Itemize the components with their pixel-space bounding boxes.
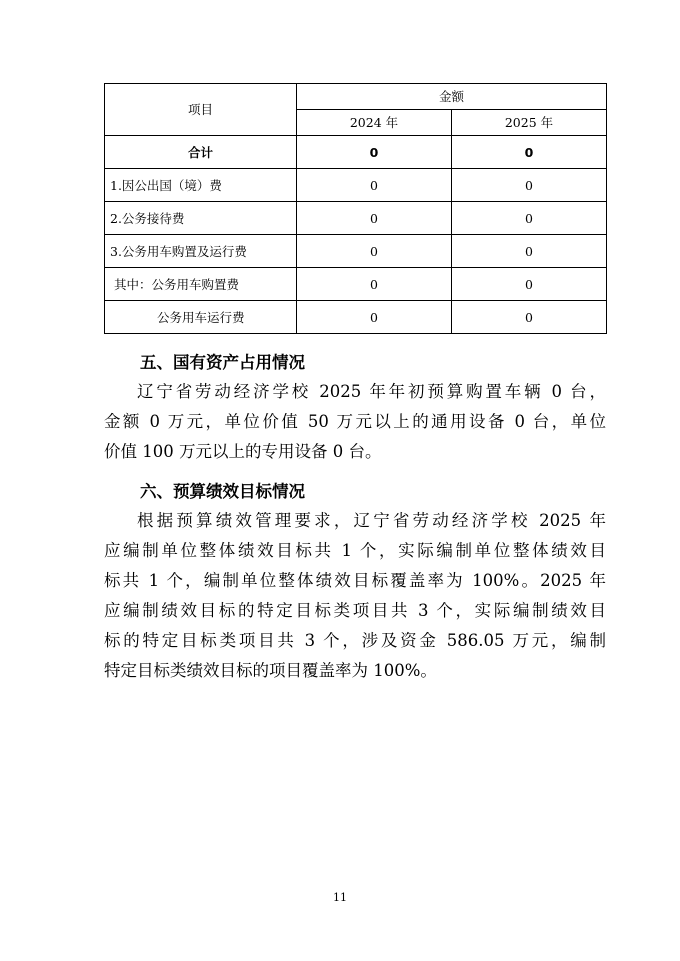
table-row bbox=[105, 202, 607, 235]
row-value-2025: 0 bbox=[452, 169, 607, 202]
row-label: 1.因公出国（境）费 bbox=[105, 169, 297, 202]
row-value-2024: 0 bbox=[297, 136, 452, 169]
section5-paragraph bbox=[104, 377, 606, 467]
header-year-2025: 2025 年 bbox=[452, 110, 607, 136]
table-row bbox=[105, 301, 607, 334]
row-value-2025: 0 bbox=[452, 235, 607, 268]
row-value-2024: 0 bbox=[297, 301, 452, 334]
section6-paragraph bbox=[104, 506, 606, 686]
header-amount: 金额 bbox=[297, 84, 607, 110]
paragraph-line: 价值 100 万元以上的专用设备 0 台。 bbox=[104, 442, 382, 461]
paragraph-line: 应编制单位整体绩效目标共 1 个，实际编制单位整体绩效目 bbox=[104, 541, 606, 560]
paragraph-line: 根据预算绩效管理要求，辽宁省劳动经济学校 2025 年 bbox=[137, 511, 606, 530]
row-value-2025: 0 bbox=[452, 268, 607, 301]
row-value-2024: 0 bbox=[297, 268, 452, 301]
row-value-2025: 0 bbox=[452, 301, 607, 334]
table-header-row bbox=[105, 84, 607, 110]
row-value-2024: 0 bbox=[297, 235, 452, 268]
paragraph-line: 特定目标类绩效目标的项目覆盖率为 100%。 bbox=[104, 661, 437, 680]
row-label: 其中：公务用车购置费 bbox=[105, 268, 297, 301]
header-year-2024: 2024 年 bbox=[297, 110, 452, 136]
table-row bbox=[105, 268, 607, 301]
paragraph-line: 标的特定目标类项目共 3 个，涉及资金 586.05 万元，编制 bbox=[104, 631, 606, 650]
table-row bbox=[105, 235, 607, 268]
row-label: 合计 bbox=[105, 136, 297, 169]
row-value-2024: 0 bbox=[297, 169, 452, 202]
table-row bbox=[105, 169, 607, 202]
row-label: 公务用车运行费 bbox=[105, 301, 297, 334]
expense-table bbox=[104, 83, 607, 334]
row-label: 3.公务用车购置及运行费 bbox=[105, 235, 297, 268]
section6-heading: 六、预算绩效目标情况 bbox=[140, 482, 305, 501]
row-label: 2.公务接待费 bbox=[105, 202, 297, 235]
row-value-2025: 0 bbox=[452, 202, 607, 235]
paragraph-line: 辽宁省劳动经济学校 2025 年年初预算购置车辆 0 台， bbox=[137, 382, 606, 401]
row-value-2024: 0 bbox=[297, 202, 452, 235]
paragraph-line: 应编制绩效目标的特定目标类项目共 3 个，实际编制绩效目 bbox=[104, 601, 606, 620]
row-value-2025: 0 bbox=[452, 136, 607, 169]
table-row bbox=[105, 136, 607, 169]
paragraph-line: 标共 1 个，编制单位整体绩效目标覆盖率为 100%。2025 年 bbox=[104, 571, 606, 590]
page-number: 11 bbox=[333, 891, 347, 904]
section5-heading: 五、国有资产占用情况 bbox=[140, 353, 305, 372]
header-item: 项目 bbox=[105, 84, 297, 136]
paragraph-line: 金额 0 万元，单位价值 50 万元以上的通用设备 0 台，单位 bbox=[104, 412, 606, 431]
